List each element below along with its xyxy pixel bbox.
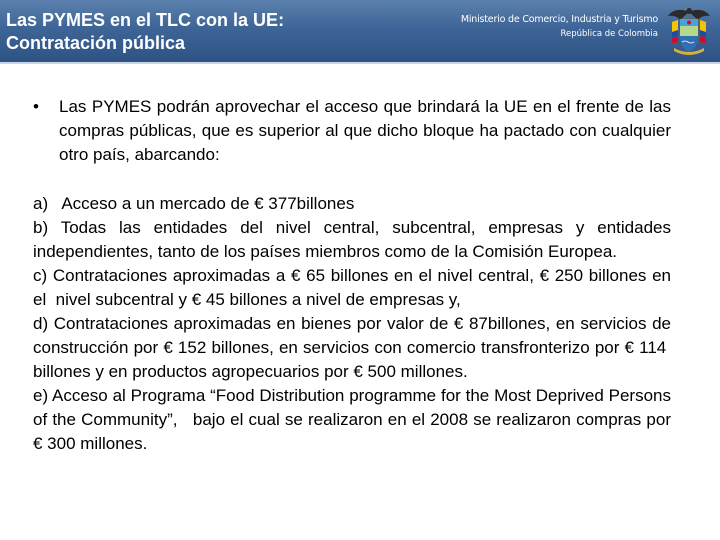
list-item-b: b) Todas las entidades del nivel central, subcentral, empresas y entidades independientes, tanto de los países miembros como de la Comisión Europea. (33, 218, 671, 261)
bullet-dot: • (33, 97, 39, 116)
slide-title-line-2: Contratación pública (6, 33, 186, 53)
bullet-intro (33, 95, 671, 167)
ministry-name: Ministerio de Comercio, Industria y Turismo (460, 14, 658, 25)
list-item-e: e) Acceso al Programa “Food Distribution programme for the Most Deprived Persons of the Community”, bajo el cual se realizaron en el 2008 se realizaron compras por € 300 millones. (33, 386, 671, 453)
slide-title-line-1: Las PYMES en el TLC con la UE: (6, 10, 285, 30)
list-item-d: d) Contrataciones aproximadas en bienes por valor de € 87billones, en servicios de construcción por € 152 billones, en servicios con comercio transfronterizo por € 114 billones y en productos agropecuarios por € 500 millones. (33, 314, 671, 381)
slide-title (6, 9, 284, 55)
slide-body (33, 95, 671, 456)
criteria-list (33, 192, 671, 456)
ministry-label (461, 13, 658, 40)
list-item-a: a) Acceso a un mercado de € 377billones (33, 194, 355, 213)
list-item-c: c) Contrataciones aproximadas a € 65 billones en el nivel central, € 250 billones en el nivel subcentral y € 45 billones a nivel de empresas y, (33, 266, 671, 309)
header-banner (0, 0, 720, 64)
ministry-country: República de Colombia (560, 29, 658, 39)
bullet-intro-text: Las PYMES podrán aprovechar el acceso que brindará la UE en el frente de las compras públicas, que es superior al que dicho bloque ha pactado con cualquier otro país, abarcando: (59, 97, 671, 164)
colombia-coat-of-arms-icon (666, 4, 712, 58)
